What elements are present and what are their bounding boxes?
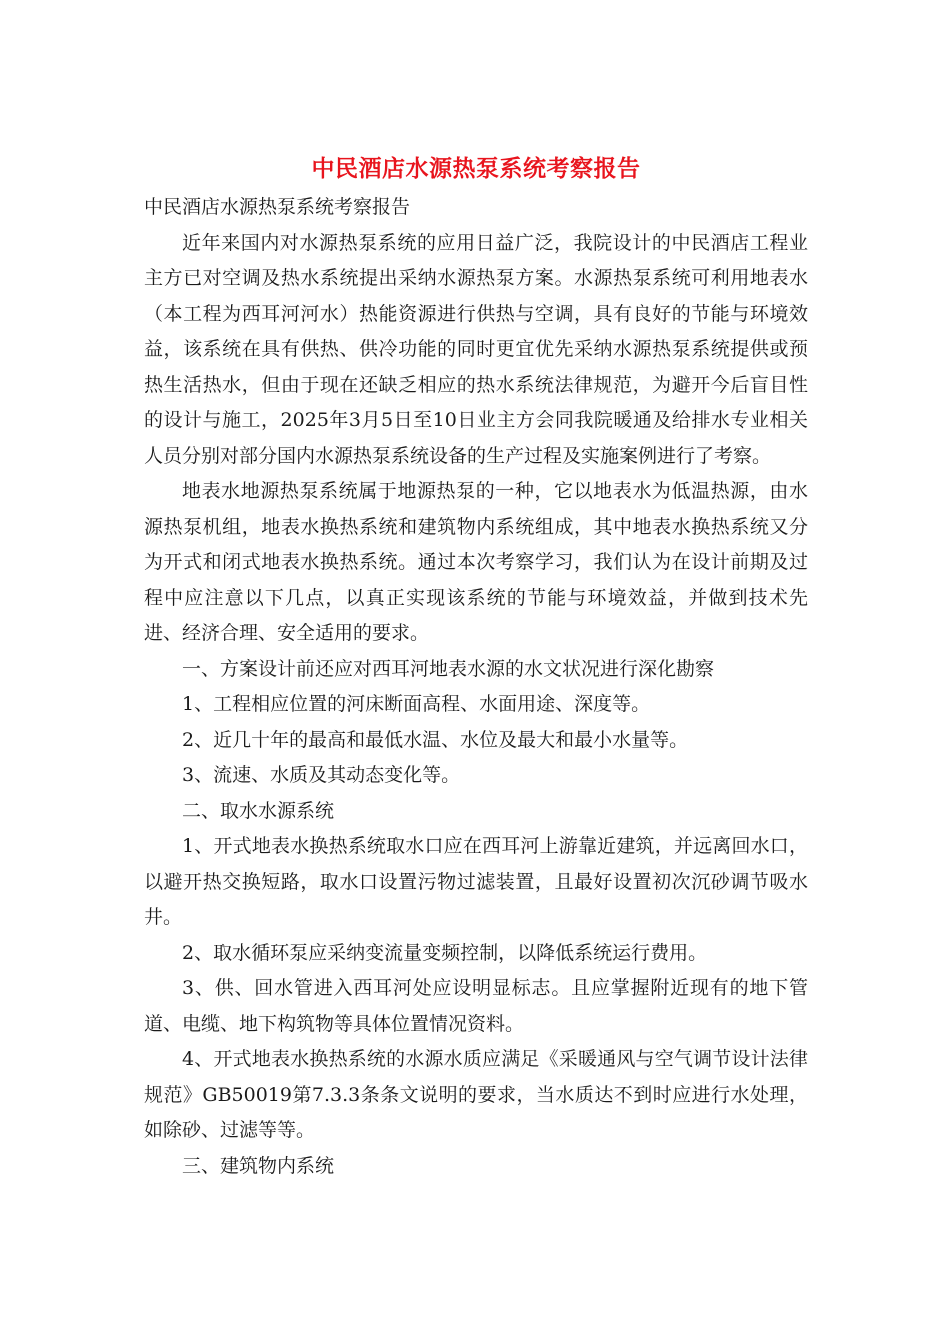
- list-item: 1、工程相应位置的河床断面高程、水面用途、深度等。: [182, 693, 651, 715]
- list-item: 2、近几十年的最高和最低水温、水位及最大和最小水量等。: [182, 728, 689, 751]
- list-item: 2、取水循环泵应采纳变流量变频控制，以降低系统运行费用。: [182, 941, 708, 964]
- list-item: 3、流速、水质及其动态变化等。: [182, 764, 461, 786]
- section-heading-1: 一、方案设计前还应对西耳河地表水源的水文状况进行深化勘察: [182, 657, 715, 680]
- document-body: [144, 150, 808, 1184]
- document-subtitle: 中民酒店水源热泵系统考察报告: [144, 196, 411, 218]
- document-title: 中民酒店水源热泵系统考察报告: [311, 155, 641, 182]
- list-item: 4、开式地表水换热系统的水源水质应满足《采暖通风与空气调节设计法律规范》GB50019第7.3.3条条文说明的要求，当水质达不到时应进行水处理，如除砂、过滤等等。: [144, 1048, 808, 1141]
- list-item: 1、开式地表水换热系统取水口应在西耳河上游靠近建筑，并远离回水口，以避开热交换短路，取水口设置污物过滤装置，且最好设置初次沉砂调节吸水井。: [144, 835, 808, 928]
- paragraph-intro: 近年来国内对水源热泵系统的应用日益广泛，我院设计的中民酒店工程业主方已对空调及热水系统提出采纳水源热泵方案。水源热泵系统可利用地表水（本工程为西耳河河水）热能资源进行供热与空调，具有良好的节能与环境效益，该系统在具有供热、供冷功能的同时更宜优先采纳水源热泵系统提供或预热生活热水，但由于现在还缺乏相应的热水系统法律规范，为避开今后盲目性的设计与施工，2025年3月5日至10日业主方会同我院暖通及给排水专业相关人员分别对部分国内水源热泵系统设备的生产过程及实施案例进行了考察。: [144, 231, 808, 467]
- list-item: 3、供、回水管进入西耳河处应设明显标志。且应掌握附近现有的地下管道、电缆、地下构筑物等具体位置情况资料。: [144, 977, 808, 1035]
- paragraph-overview: 地表水地源热泵系统属于地源热泵的一种，它以地表水为低温热源，由水源热泵机组，地表水换热系统和建筑物内系统组成，其中地表水换热系统又分为开式和闭式地表水换热系统。通过本次考察学习，我们认为在设计前期及过程中应注意以下几点，以真正实现该系统的节能与环境效益，并做到技术先进、经济合理、安全适用的要求。: [144, 480, 808, 644]
- section-heading-3: 三、建筑物内系统: [182, 1154, 335, 1177]
- section-heading-2: 二、取水水源系统: [182, 799, 335, 822]
